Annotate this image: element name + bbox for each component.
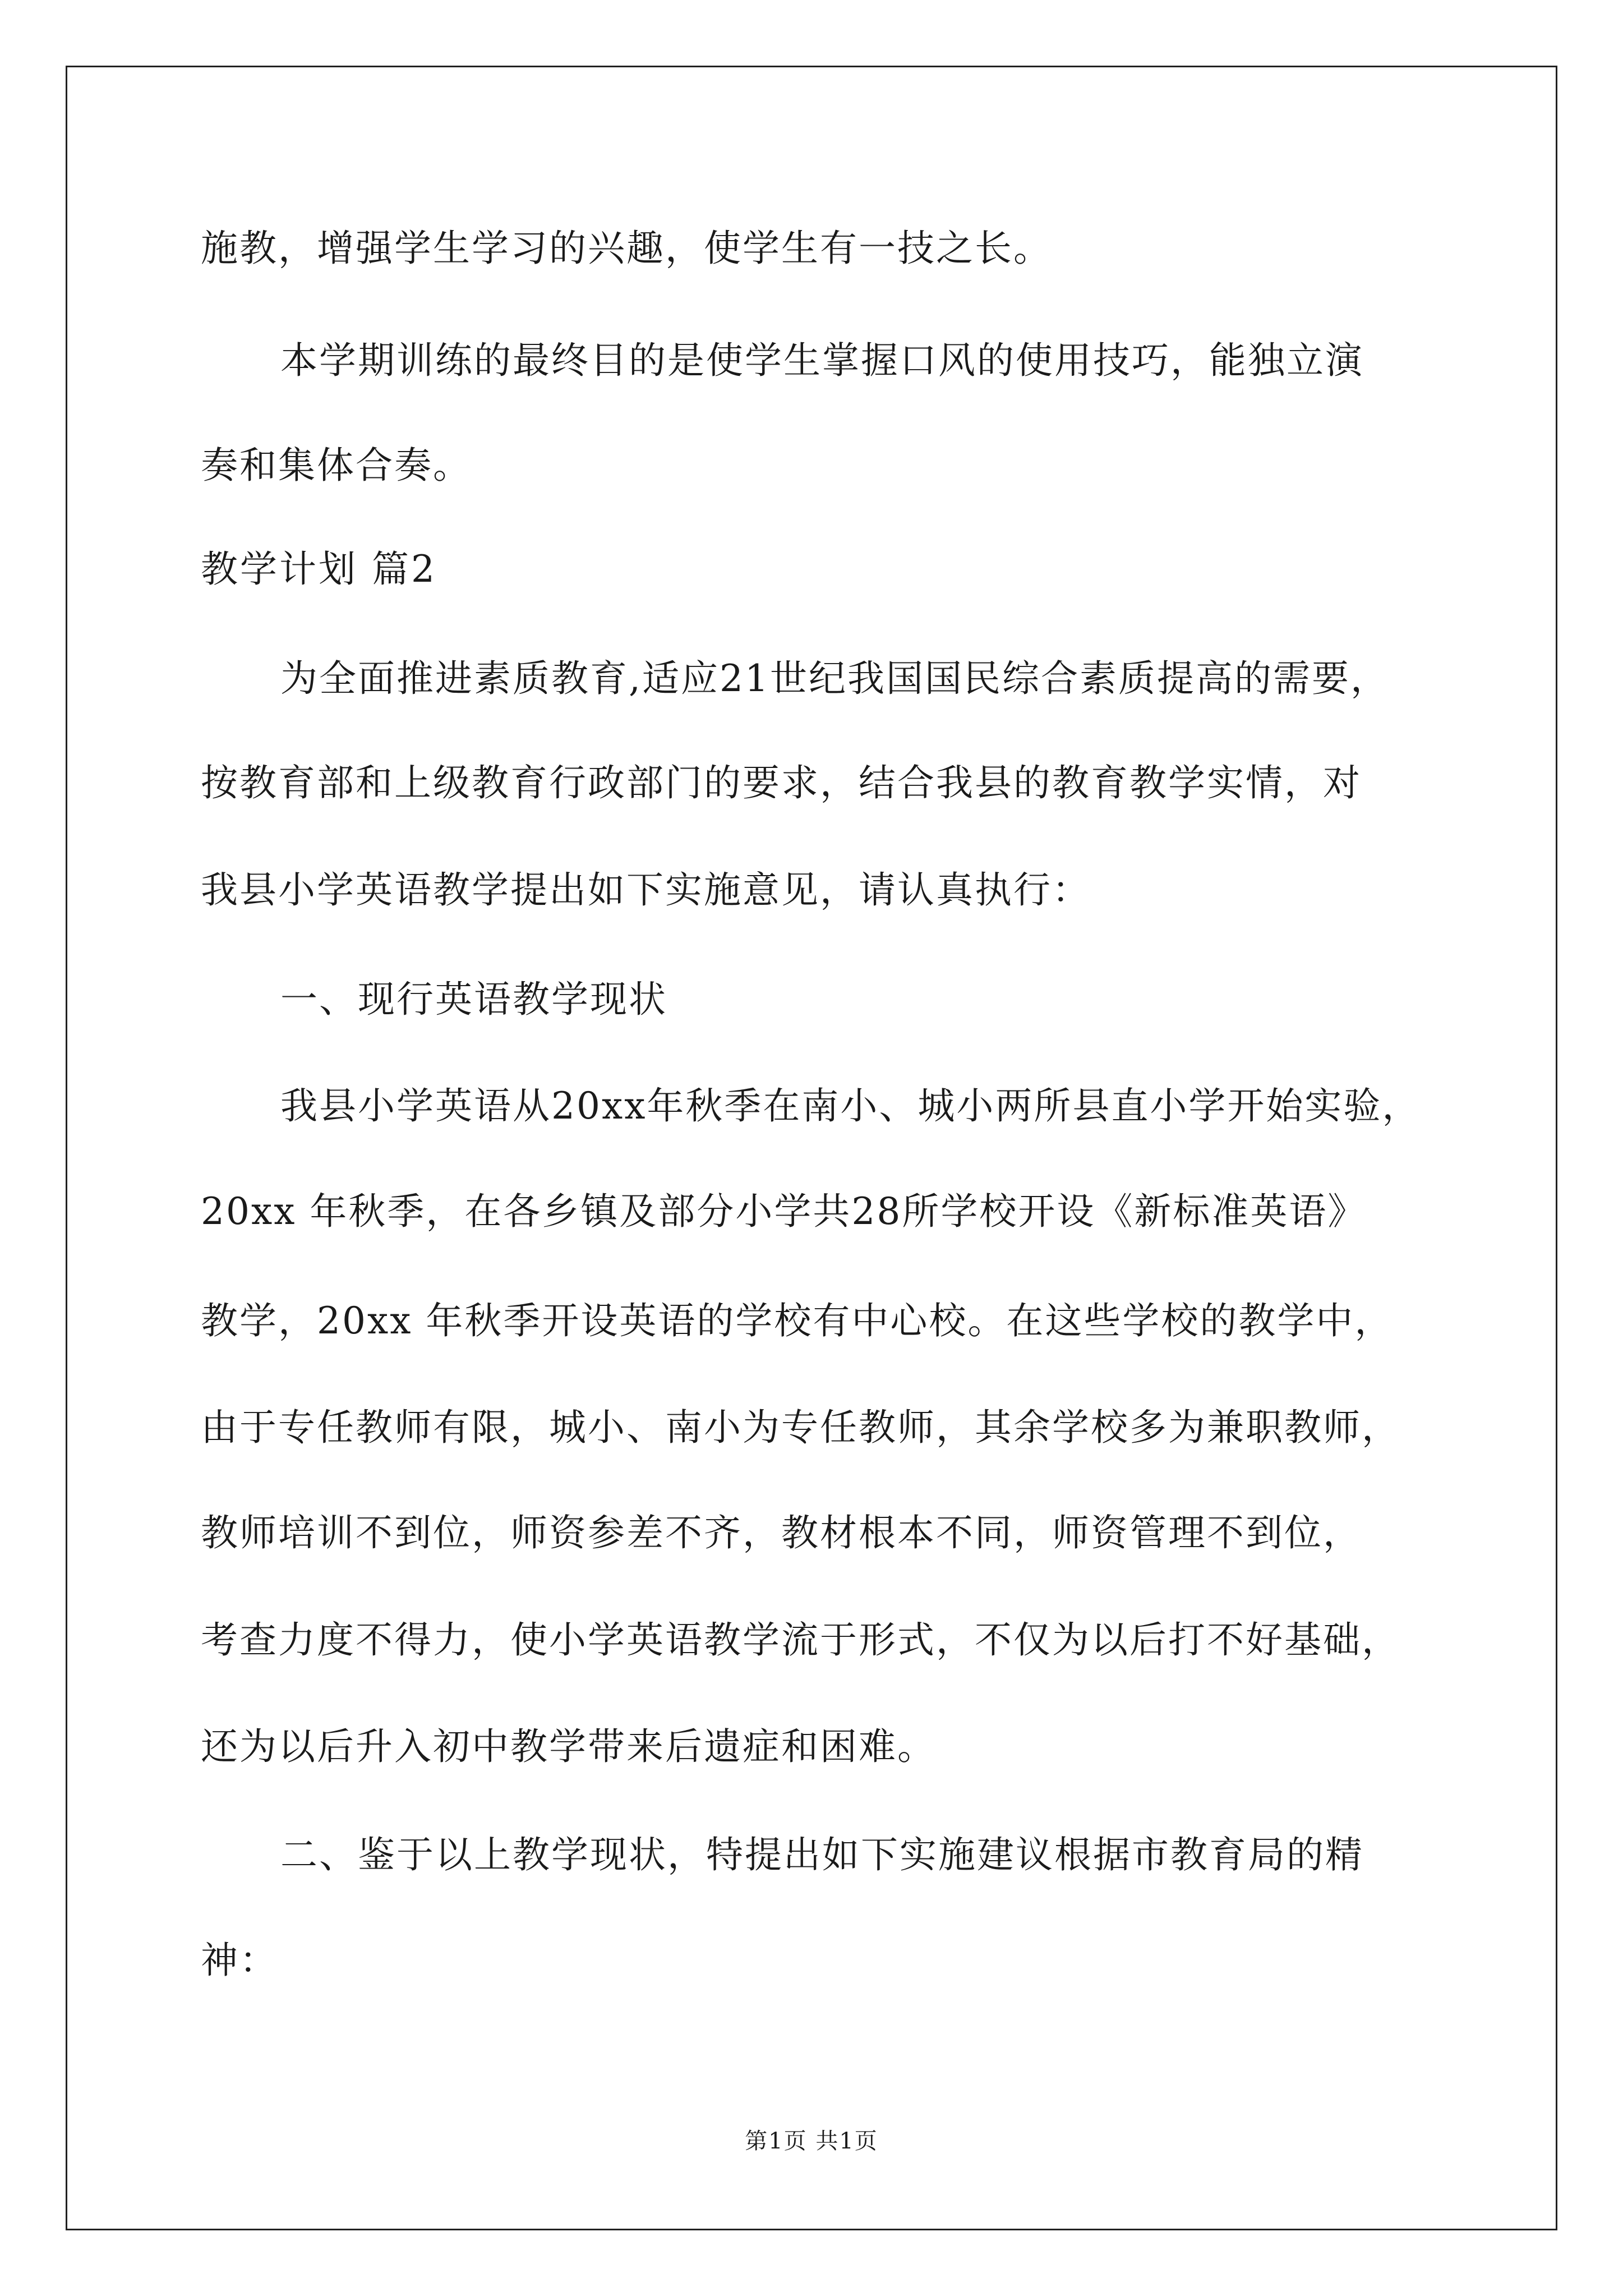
- paragraph-line: 施教，增强学生学习的兴趣，使学生有一技之长。: [201, 227, 1052, 270]
- subheading-line: 一、现行英语教学现状: [280, 978, 667, 1021]
- paragraph-line: 我县小学英语从20xx年秋季在南小、城小两所县直小学开始实验，: [280, 1084, 1421, 1128]
- paragraph-line: 教师培训不到位，师资参差不齐，教材根本不同，师资管理不到位，: [201, 1511, 1362, 1554]
- paragraph-line: 本学期训练的最终目的是使学生掌握口风的使用技巧，能独立演: [280, 339, 1364, 382]
- paragraph-line: 教学，20xx 年秋季开设英语的学校有中心校。在这些学校的教学中，: [201, 1299, 1394, 1342]
- paragraph-line: 神：: [201, 1939, 278, 1982]
- paragraph-line: 20xx 年秋季，在各乡镇及部分小学共28所学校开设《新标准英语》: [201, 1190, 1367, 1233]
- paragraph-line: 为全面推进素质教育,适应21世纪我国国民综合素质提高的需要，: [280, 657, 1389, 700]
- section-heading: 教学计划 篇2: [201, 547, 437, 591]
- page-border: [66, 66, 1557, 2230]
- paragraph-line: 我县小学英语教学提出如下实施意见，请认真执行：: [201, 868, 1091, 912]
- page-footer: 第1页 共1页: [745, 2128, 878, 2154]
- paragraph-line: 按教育部和上级教育行政部门的要求，结合我县的教育教学实情，对: [201, 761, 1362, 804]
- paragraph-line: 二、鉴于以上教学现状，特提出如下实施建议根据市教育局的精: [280, 1833, 1364, 1876]
- paragraph-line: 奏和集体合奏。: [201, 444, 472, 487]
- paragraph-line: 由于专任教师有限，城小、南小为专任教师，其余学校多为兼职教师，: [201, 1406, 1400, 1449]
- paragraph-line: 考查力度不得力，使小学英语教学流于形式，不仅为以后打不好基础，: [201, 1618, 1400, 1662]
- paragraph-line: 还为以后升入初中教学带来后遗症和困难。: [201, 1725, 936, 1768]
